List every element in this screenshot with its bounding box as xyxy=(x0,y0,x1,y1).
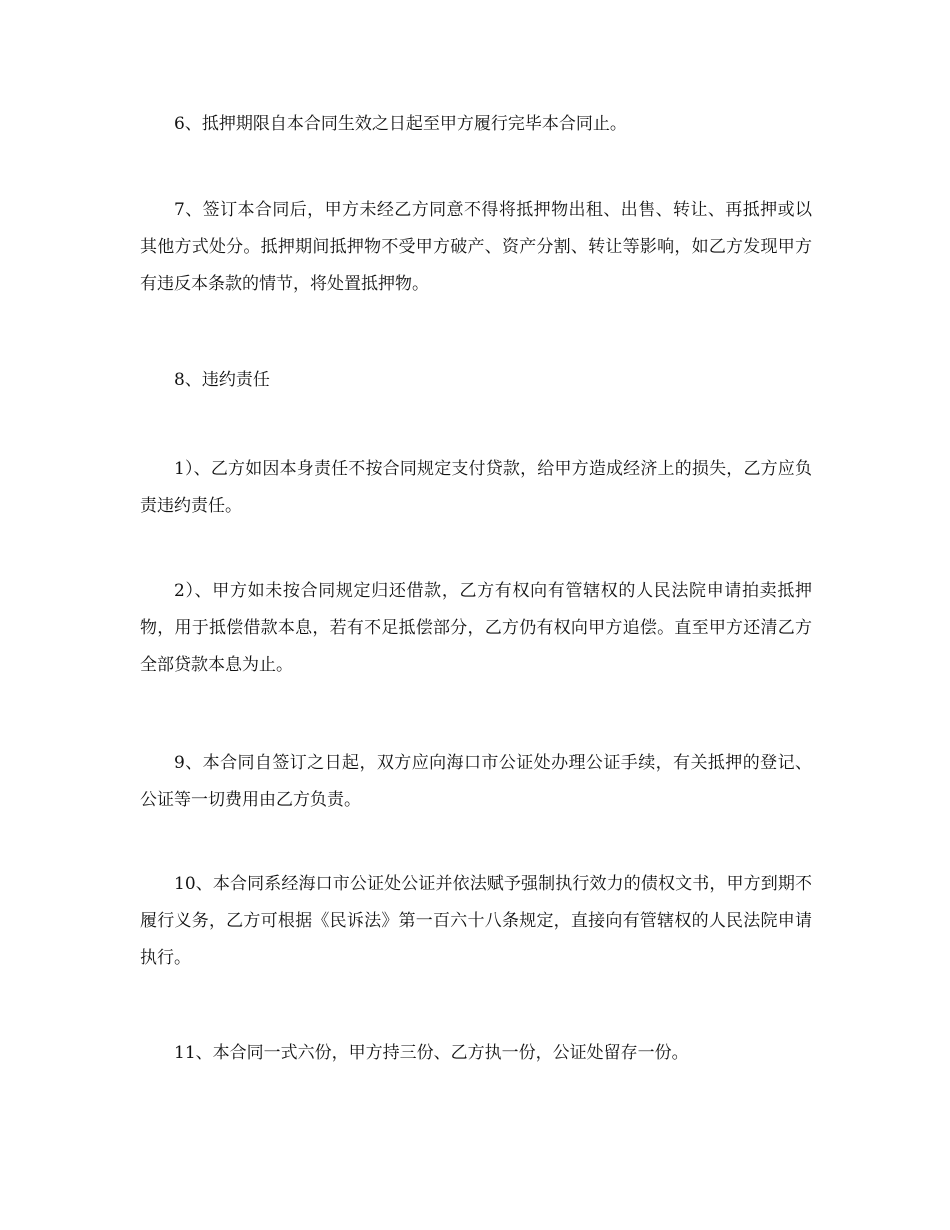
clause-10-paragraph: 10、本合同系经海口市公证处公证并依法赋予强制执行效力的债权文书，甲方到期不履行义务，乙方可根据《民诉法》第一百六十八条规定，直接向有管辖权的人民法院申请执行。 xyxy=(140,874,812,968)
clause-9-paragraph: 9、本合同自签订之日起，双方应向海口市公证处办理公证手续，有关抵押的登记、公证等一切费用由乙方负责。 xyxy=(140,753,812,810)
clause-8-2-paragraph: 2）、甲方如未按合同规定归还借款，乙方有权向有管辖权的人民法院申请拍卖抵押物，用于抵偿借款本息，若有不足抵偿部分，乙方仍有权向甲方追偿。直至甲方还清乙方全部贷款本息为止。 xyxy=(140,581,812,675)
clause-11-paragraph: 11、本合同一式六份，甲方持三份、乙方执一份，公证处留存一份。 xyxy=(174,1043,689,1063)
clause-8-1-paragraph: 1）、乙方如因本身责任不按合同规定支付贷款，给甲方造成经济上的损失，乙方应负责违约责任。 xyxy=(140,459,812,516)
clause-8-heading: 8、违约责任 xyxy=(174,370,270,390)
clause-7-paragraph: 7、签订本合同后，甲方未经乙方同意不得将抵押物出租、出售、转让、再抵押或以其他方式处分。抵押期间抵押物不受甲方破产、资产分割、转让等影响，如乙方发现甲方有违反本条款的情节，将处置抵押物。 xyxy=(140,200,812,294)
clause-6-paragraph: 6、抵押期限自本合同生效之日起至甲方履行完毕本合同止。 xyxy=(174,114,627,134)
